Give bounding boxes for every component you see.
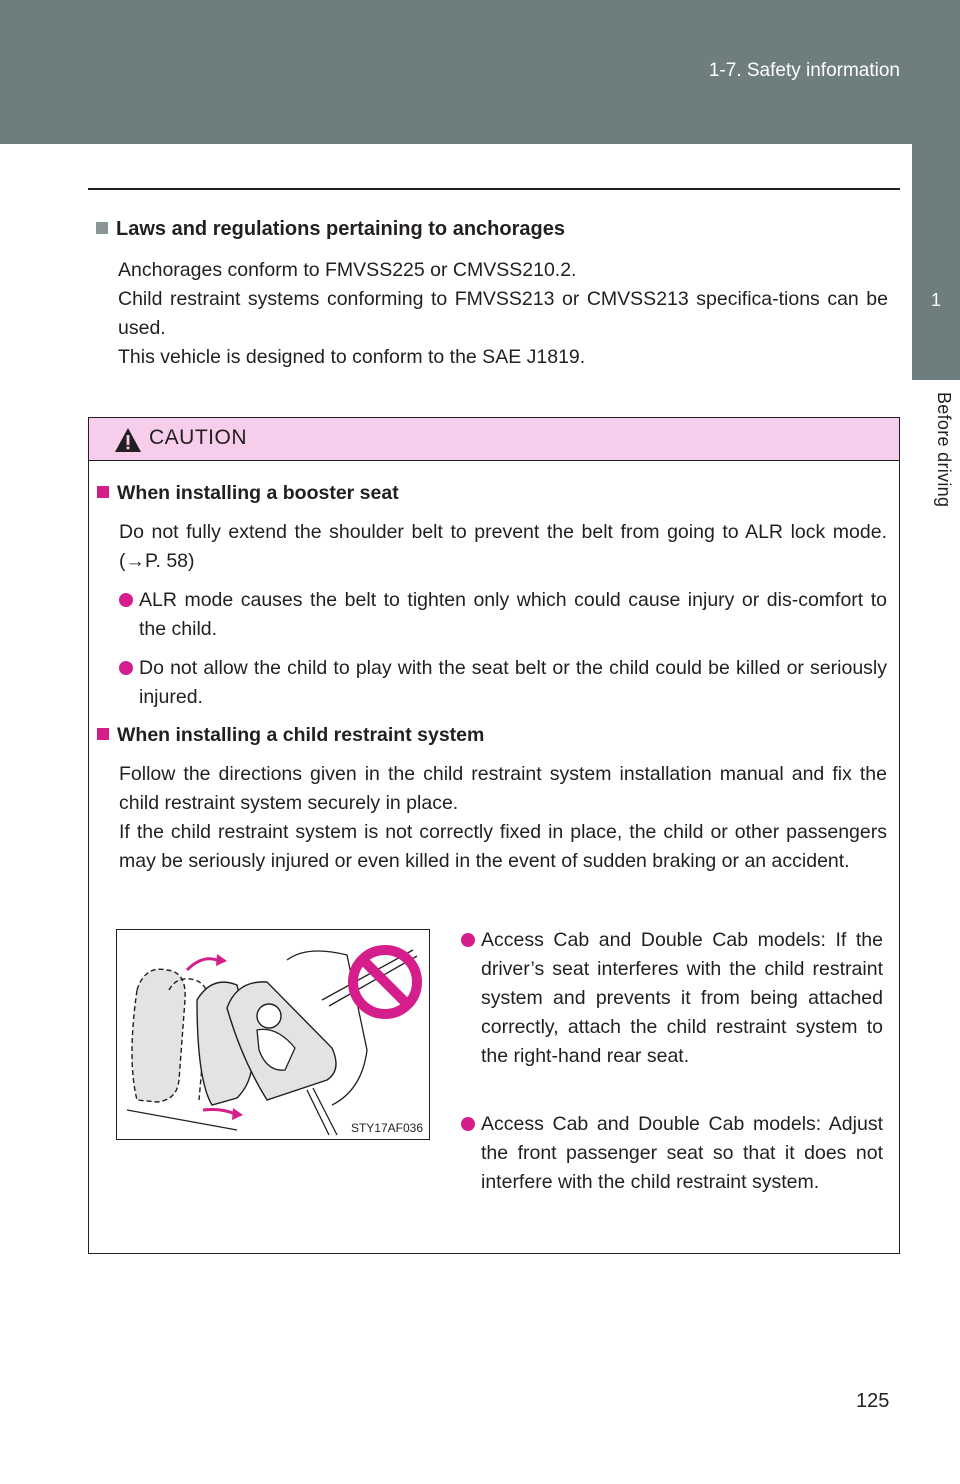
seat-diagram bbox=[117, 930, 429, 1139]
bullet-dot-icon bbox=[119, 661, 133, 675]
bullet-dot-icon bbox=[461, 933, 475, 947]
paragraph: This vehicle is designed to conform to the SAE J1819. bbox=[118, 346, 586, 368]
caution-box bbox=[88, 417, 900, 1254]
paragraph: Anchorages conform to FMVSS225 or CMVSS210.2. bbox=[118, 259, 577, 281]
caution-header bbox=[89, 418, 899, 461]
square-bullet-icon bbox=[96, 222, 108, 234]
page-number: 125 bbox=[856, 1390, 890, 1412]
square-bullet-icon bbox=[97, 728, 109, 740]
booster-heading-text: When installing a booster seat bbox=[117, 482, 399, 504]
section-body bbox=[118, 256, 888, 372]
list-item bbox=[481, 1110, 883, 1197]
booster-heading bbox=[97, 482, 399, 505]
bullet-text: Access Cab and Double Cab models: If the driver’s seat interferes with the child restraint system and prevents it from being attached correctly, attach the child restraint system to the right-hand rear seat. bbox=[481, 929, 883, 1067]
paragraph: Follow the directions given in the child restraint system installation manual and fix the child restraint system securely in place. bbox=[119, 763, 887, 814]
divider-rule bbox=[88, 188, 900, 190]
child-restraint-heading bbox=[97, 724, 484, 747]
section-heading-text: Laws and regulations pertaining to anchorages bbox=[116, 218, 565, 240]
bullet-text: Do not allow the child to play with the seat belt or the child could be killed or seriously injured. bbox=[139, 657, 887, 708]
paragraph: If the child restraint system is not correctly fixed in place, the child or other passengers may be seriously injured or even killed in the event of sudden braking or an accident. bbox=[119, 821, 887, 872]
chapter-label: Before driving bbox=[934, 392, 954, 508]
square-bullet-icon bbox=[97, 486, 109, 498]
list-item bbox=[139, 586, 887, 644]
bullet-dot-icon bbox=[119, 593, 133, 607]
warning-triangle-icon bbox=[114, 427, 142, 453]
prohibited-icon bbox=[353, 950, 417, 1014]
bullet-text: ALR mode causes the belt to tighten only which could cause injury or dis-comfort to the child. bbox=[139, 589, 887, 640]
bullet-text: Access Cab and Double Cab models: Adjust the front passenger seat so that it does not interfere with the child restraint system. bbox=[481, 1113, 883, 1193]
figure-code: STY17AF036 bbox=[350, 1121, 423, 1135]
bullet-dot-icon bbox=[461, 1117, 475, 1131]
seat-illustration bbox=[116, 929, 430, 1140]
section-heading bbox=[96, 218, 565, 241]
paragraph: Child restraint systems conforming to FMVSS213 or CMVSS213 specifica-tions can be used. bbox=[118, 288, 888, 339]
chapter-number-block bbox=[912, 144, 960, 380]
child-restraint-body bbox=[119, 760, 887, 876]
caution-title: CAUTION bbox=[149, 426, 247, 449]
section-title: 1-7. Safety information bbox=[708, 60, 900, 81]
list-item bbox=[139, 654, 887, 712]
chapter-number: 1 bbox=[930, 290, 941, 310]
booster-text: Do not fully extend the shoulder belt to prevent the belt from going to ALR lock mode. (→P. 58) bbox=[119, 521, 887, 572]
child-restraint-heading-text: When installing a child restraint system bbox=[117, 724, 485, 746]
page-header bbox=[0, 0, 960, 144]
list-item bbox=[481, 926, 883, 1071]
